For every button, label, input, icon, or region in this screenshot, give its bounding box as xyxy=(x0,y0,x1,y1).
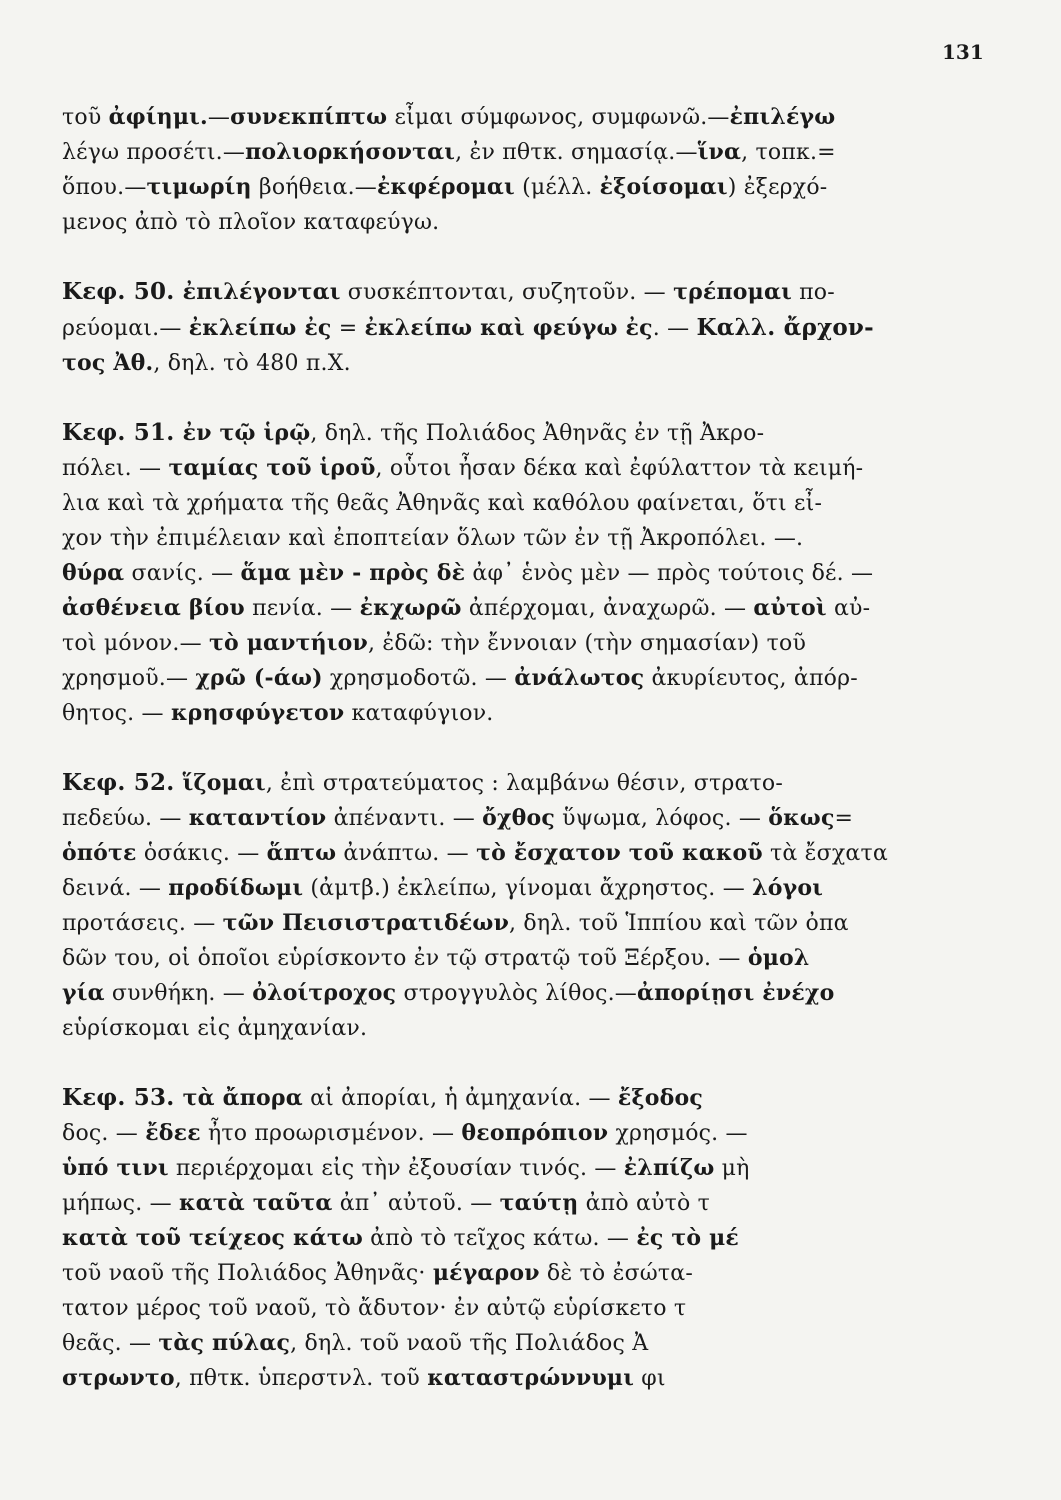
gloss-text: τοῦ ναοῦ τῆς Πολιάδος Ἀθηνᾶς· xyxy=(62,1261,433,1286)
headword: στρωντο xyxy=(62,1365,175,1391)
headword: ἀφίημι. xyxy=(108,104,208,130)
headword: ἵνα xyxy=(697,139,742,165)
headword: ἀνάλωτος xyxy=(514,665,645,691)
text-line xyxy=(62,100,962,135)
headword: ἔξοδος xyxy=(617,1085,703,1111)
gloss-text: ὅπου.— xyxy=(62,175,147,200)
headword: ἀσθένεια βίου xyxy=(62,595,245,621)
headword: θύρα xyxy=(62,560,125,586)
text-line xyxy=(62,486,962,521)
gloss-text: , ἐν πθτκ. σημασίᾳ.— xyxy=(455,140,698,165)
headword: κατὰ τοῦ τείχεος κάτω xyxy=(62,1225,363,1251)
text-line xyxy=(62,1361,962,1396)
gloss-text: μήπως. — xyxy=(62,1191,179,1216)
text-line xyxy=(62,765,962,801)
gloss-text: δος. — xyxy=(62,1121,146,1146)
headword: ἐλπίζω xyxy=(623,1155,715,1181)
text-line xyxy=(62,135,962,170)
gloss-text: χρησμοῦ.— xyxy=(62,666,196,691)
gloss-text: στρογγυλὸς λίθος.— xyxy=(396,981,637,1006)
text-line xyxy=(62,591,962,626)
headword: ὅκως xyxy=(768,805,835,831)
headword: ὑπό τινι xyxy=(62,1155,169,1181)
headword: Κεφ. 51. xyxy=(62,419,183,446)
headword: ἀπορίῃσι ἐνέχο xyxy=(637,980,835,1006)
gloss-text: προτάσεις. — xyxy=(62,911,223,936)
text-line xyxy=(62,836,962,871)
headword: ταμίας τοῦ ἱροῦ xyxy=(168,455,376,481)
gloss-text: συσκέπτονται, συζητοῦν. — xyxy=(340,280,674,305)
gloss-text: (μέλλ. xyxy=(514,175,600,200)
headword: ἐκλείπω καὶ φεύγω ἐς xyxy=(364,315,653,341)
glossary-text xyxy=(62,100,962,1430)
gloss-text: φι xyxy=(634,1366,666,1391)
gloss-text: . — xyxy=(652,316,697,341)
headword: χρῶ (-άω) xyxy=(195,665,323,691)
gloss-text: αἱ ἀπορίαι, ἡ ἀμηχανία. — xyxy=(302,1086,618,1111)
headword: τὰ ἄπορα xyxy=(182,1085,303,1111)
gloss-text: δὲ τὸ ἐσώτα- xyxy=(539,1261,693,1286)
gloss-text: δεινά. — xyxy=(62,876,169,901)
gloss-text: πόλει. — xyxy=(62,456,169,481)
chapter-paragraph xyxy=(62,415,962,731)
gloss-text: χον τὴν ἐπιμέλειαν καὶ ἐποπτείαν ὅλων τῶν ἐν τῇ Ἀκροπόλει. —. xyxy=(62,526,804,551)
headword: τῶν Πεισιστρατιδέων xyxy=(222,910,510,936)
headword: λόγοι xyxy=(752,875,824,901)
headword: ὁμολ xyxy=(747,945,810,971)
gloss-text: πο- xyxy=(791,280,835,305)
gloss-text: ἀνάπτω. — xyxy=(336,841,477,866)
gloss-text: ) ἐξερχό- xyxy=(727,175,828,200)
text-line xyxy=(62,801,962,836)
headword: ἅπτω xyxy=(266,840,337,866)
gloss-text: τὰ ἔσχατα xyxy=(762,841,888,866)
text-line xyxy=(62,310,962,346)
gloss-text: , ἐπὶ στρατεύματος : λαμβάνω θέσιν, στρατο- xyxy=(265,771,783,796)
headword: ἔδεε xyxy=(145,1120,201,1146)
text-line xyxy=(62,1221,962,1256)
gloss-text: ἀπὸ αὐτὸ τ xyxy=(578,1191,710,1216)
headword: ἐπιλέγονται xyxy=(182,279,341,305)
headword: Κεφ. 50. xyxy=(62,278,183,305)
text-line xyxy=(62,1186,962,1221)
text-line xyxy=(62,1326,962,1361)
gloss-text: εὑρίσκομαι εἰς ἀμηχανίαν. xyxy=(62,1016,368,1041)
headword: ἅμα μὲν - πρὸς δὲ xyxy=(240,560,466,586)
headword: μέγαρον xyxy=(432,1260,540,1286)
gloss-text: ἀφ᾽ ἑνὸς μὲν — πρὸς τούτοις δέ. — xyxy=(465,561,874,586)
gloss-text: ρεύομαι.— xyxy=(62,316,189,341)
text-line xyxy=(62,1080,962,1116)
headword: ἐν τῷ ἱρῷ xyxy=(182,420,311,446)
gloss-text: περιέρχομαι εἰς τὴν ἐξουσίαν τινός. — xyxy=(168,1156,624,1181)
chapter-paragraph xyxy=(62,1080,962,1396)
headword: ἐκφέρομαι xyxy=(376,174,515,200)
headword: κρησφύγετον xyxy=(170,700,345,726)
headword: καταντίον xyxy=(188,805,327,831)
headword: τὰς πύλας xyxy=(158,1330,291,1356)
text-line xyxy=(62,521,962,556)
text-line xyxy=(62,941,962,976)
gloss-text: ἀπ᾽ αὐτοῦ. — xyxy=(332,1191,500,1216)
headword: τος Ἀθ. xyxy=(62,350,154,376)
gloss-text: , ἐδῶ: τὴν ἔννοιαν (τὴν σημασίαν) τοῦ xyxy=(367,631,807,656)
headword: ἵζομαι xyxy=(182,770,266,796)
headword: καταστρώννυμι xyxy=(427,1365,635,1391)
gloss-text: , δηλ. τὸ 480 π.Χ. xyxy=(153,351,351,376)
gloss-text: εἶμαι σύμφωνος, συμφωνῶ.— xyxy=(387,105,730,130)
headword: ἐς τὸ μέ xyxy=(636,1225,739,1251)
headword: ὁπότε xyxy=(62,840,137,866)
gloss-text: τοὶ μόνον.— xyxy=(62,631,209,656)
gloss-text: ἀκυρίευτος, ἀπόρ- xyxy=(644,666,858,691)
gloss-text: πεδεύω. — xyxy=(62,806,189,831)
gloss-text: τατον μέρος τοῦ ναοῦ, τὸ ἄδυτον· ἐν αὐτῷ εὑρίσκετο τ xyxy=(62,1296,687,1321)
gloss-text: , δηλ. τοῦ Ἱππίου καὶ τῶν ὀπα xyxy=(509,911,849,936)
gloss-text: μενος ἀπὸ τὸ πλοῖον καταφεύγω. xyxy=(62,210,440,235)
headword: ταύτῃ xyxy=(499,1190,579,1216)
gloss-text: λέγω προσέτι.— xyxy=(62,140,246,165)
gloss-text: , πθτκ. ὑπερστνλ. τοῦ xyxy=(174,1366,428,1391)
gloss-text: χρησμός. — xyxy=(608,1121,748,1146)
page-number: 131 xyxy=(942,40,984,64)
headword: ὄχθος xyxy=(482,805,555,831)
gloss-text: πενία. — xyxy=(244,596,360,621)
text-line xyxy=(62,871,962,906)
headword: ἐκλείπω ἐς xyxy=(188,315,332,341)
gloss-text: ἀπὸ τὸ τεῖχος κάτω. — xyxy=(362,1226,637,1251)
gloss-text: χρησμοδοτῶ. — xyxy=(322,666,515,691)
headword: ἐκχωρῶ xyxy=(359,595,462,621)
headword: θεοπρόπιον xyxy=(461,1120,609,1146)
gloss-text: = xyxy=(834,806,854,831)
headword: αὐτοὶ xyxy=(753,595,827,621)
text-line xyxy=(62,906,962,941)
gloss-text: μὴ xyxy=(714,1156,750,1181)
headword: Κεφ. 53. xyxy=(62,1084,183,1111)
headword: ὀλοίτροχος xyxy=(252,980,397,1006)
headword: κατὰ ταῦτα xyxy=(178,1190,333,1216)
text-line xyxy=(62,274,962,310)
headword: ἐπιλέγω xyxy=(729,104,836,130)
text-line xyxy=(62,1151,962,1186)
text-line xyxy=(62,626,962,661)
gloss-text: αὐ- xyxy=(826,596,871,621)
headword: τὸ μαντήιον xyxy=(208,630,368,656)
chapter-paragraph xyxy=(62,100,962,240)
chapter-paragraph xyxy=(62,274,962,381)
text-line xyxy=(62,556,962,591)
headword: τρέπομαι xyxy=(673,279,792,305)
headword: ἐξοίσομαι xyxy=(599,174,728,200)
gloss-text: ἦτο προωρισμένον. — xyxy=(200,1121,462,1146)
headword: Κεφ. 52. xyxy=(62,769,183,796)
gloss-text: καταφύγιον. xyxy=(344,701,494,726)
gloss-text: , δηλ. τοῦ ναοῦ τῆς Πολιάδος Ἀ xyxy=(290,1331,649,1356)
gloss-text: θητος. — xyxy=(62,701,171,726)
gloss-text: βοήθεια.— xyxy=(251,175,377,200)
gloss-text: δῶν του, οἱ ὁποῖοι εὑρίσκοντο ἐν τῷ στρατῷ τοῦ Ξέρξου. — xyxy=(62,946,748,971)
text-line xyxy=(62,1116,962,1151)
text-line xyxy=(62,205,962,240)
gloss-text: ἀπέρχομαι, ἀναχωρῶ. — xyxy=(461,596,754,621)
headword: τιμωρίη xyxy=(146,174,252,200)
gloss-text: ὕψωμα, λόφος. — xyxy=(554,806,769,831)
gloss-text: — xyxy=(207,105,231,130)
text-line xyxy=(62,415,962,451)
gloss-text: λια καὶ τὰ χρήματα τῆς θεᾶς Ἀθηνᾶς καὶ καθόλου φαίνεται, ὅτι εἶ- xyxy=(62,491,823,516)
text-line xyxy=(62,451,962,486)
text-line xyxy=(62,976,962,1011)
text-line xyxy=(62,696,962,731)
text-line xyxy=(62,1291,962,1326)
gloss-text: συνθήκη. — xyxy=(104,981,253,1006)
chapter-paragraph xyxy=(62,765,962,1046)
gloss-text: , δηλ. τῆς Πολιάδος Ἀθηνᾶς ἐν τῇ Ἀκρο- xyxy=(310,421,765,446)
gloss-text: τοῦ xyxy=(62,105,109,130)
gloss-text: ὁσάκις. — xyxy=(136,841,267,866)
gloss-text: ἀπέναντι. — xyxy=(326,806,483,831)
text-line xyxy=(62,1011,962,1046)
gloss-text: , τοπκ.= xyxy=(741,140,836,165)
gloss-text: θεᾶς. — xyxy=(62,1331,159,1356)
headword: Καλλ. ἄρχον- xyxy=(696,314,874,341)
gloss-text: (ἀμτβ.) ἐκλείπω, γίνομαι ἄχρηστος. — xyxy=(303,876,753,901)
gloss-text: = xyxy=(331,316,365,341)
headword: συνεκπίπτω xyxy=(230,104,388,130)
headword: προδίδωμι xyxy=(168,875,304,901)
gloss-text: σανίς. — xyxy=(124,561,241,586)
text-line xyxy=(62,1256,962,1291)
gloss-text: , οὗτοι ἦσαν δέκα καὶ ἐφύλαττον τὰ κειμή- xyxy=(375,456,864,481)
headword: τὸ ἔσχατον τοῦ κακοῦ xyxy=(476,840,763,866)
text-line xyxy=(62,661,962,696)
text-line xyxy=(62,346,962,381)
headword: γία xyxy=(62,980,105,1006)
headword: πολιορκήσονται xyxy=(245,139,456,165)
text-line xyxy=(62,170,962,205)
